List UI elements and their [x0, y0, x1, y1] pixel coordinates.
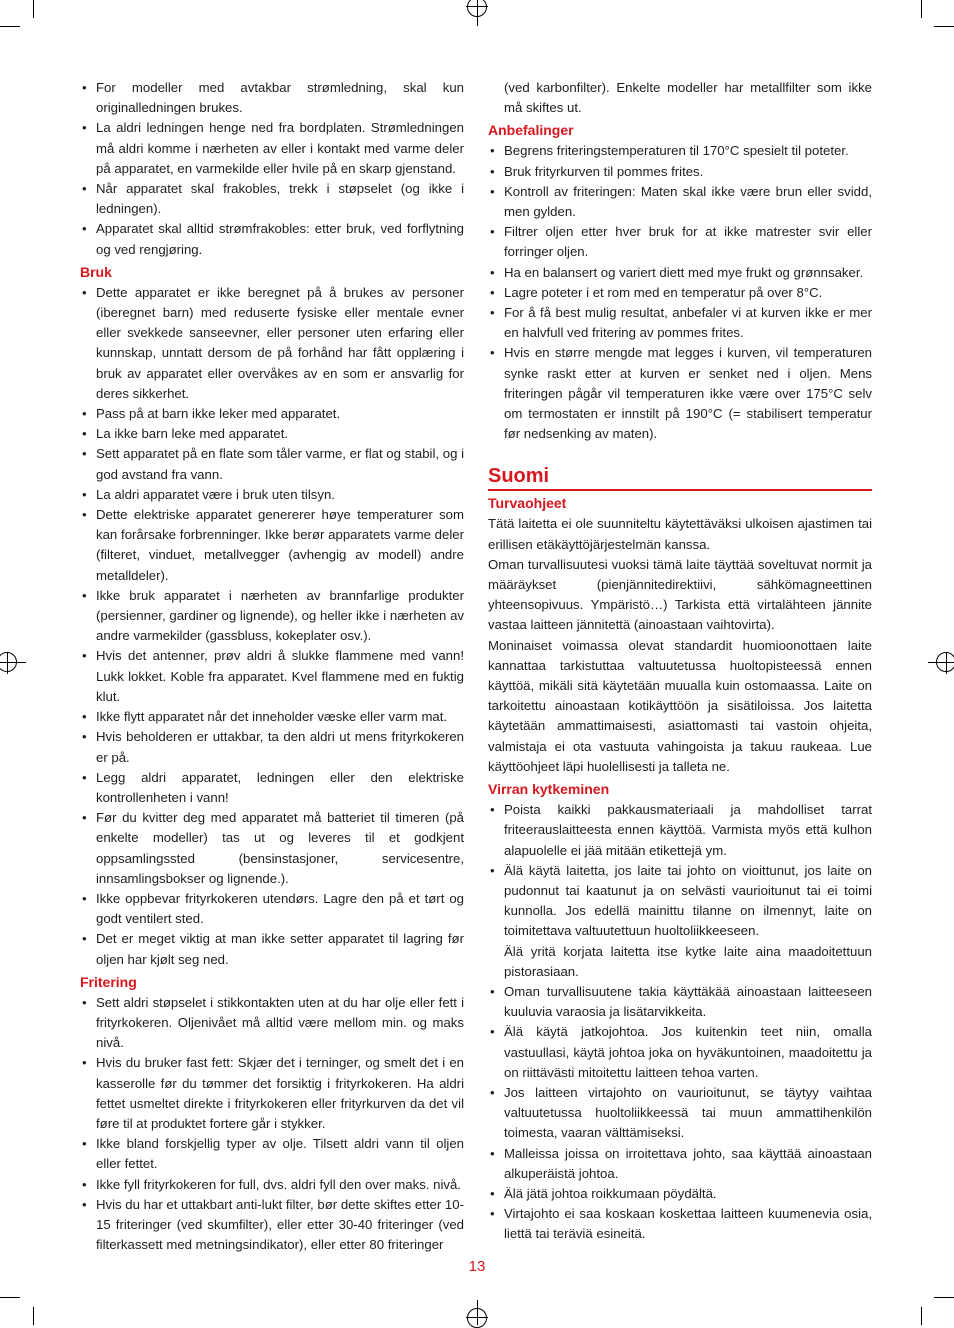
- list-item: • La ikke barn leke med apparatet.: [80, 424, 464, 444]
- list-item: • Bruk frityrkurven til pommes frites.: [488, 162, 872, 182]
- virran-list: [488, 800, 872, 941]
- left-column: [80, 78, 464, 1255]
- list-item: • Pass på at barn ikke leker med apparatet.: [80, 404, 464, 424]
- right-column: [488, 78, 872, 1245]
- list-item: • Älä käytä laitetta, jos laite tai johto on vioittunut, jos laite on pudonnut tai kaatunut ja on selvästi vaurioitunut tai ei toimi kunnolla. Jos edellä mainittu tilanne on ilmennyt, laite on toimitettava valtuutettuun huoltoliikkeeseen.: [488, 861, 872, 942]
- sub-note: Älä yritä korjata laitetta itse kytke laite aina maadoitettuun pistorasiaan.: [504, 943, 872, 979]
- list-item: • For modeller med avtakbar strømledning, skal kun originalledningen brukes.: [80, 78, 464, 118]
- virran-list-continued: [488, 982, 872, 1245]
- page-number: 13: [468, 1258, 486, 1275]
- list-item: • Før du kvitter deg med apparatet må batteriet til timeren (på enkelte modeller) tas ut og leveres til et godkjent oppsamlingssted (bensinstasjoner, servicesentre, innsamlingsbokser og lignende.).: [80, 808, 464, 889]
- list-item: • Ikke bruk apparatet i nærheten av brannfarlige produkter (persienner, gardiner og lignende), og heller ikke i nærheten av andre varmekilder (gassbluss, kokeplater osv.).: [80, 586, 464, 647]
- list-item: • Älä käytä jatkojohtoa. Jos kuitenkin teet niin, omalla vastuullasi, käytä johtoa joka on hyväkuntoinen, maadoitettu ja on riittävästi mitoitettu laitteen tehoa varten.: [488, 1022, 872, 1083]
- list-item: • For å få best mulig resultat, anbefaler vi at kurven ikke er mer en halvfull ved fritering av pommes frites.: [488, 303, 872, 343]
- list-item: • Hvis du har et uttakbart anti-lukt filter, bør dette skiftes etter 10-15 friteringer (ved skumfilter), eller etter 30-40 friteringer (ved filterkassett med metningsindikator), eller etter 80 friteringer: [80, 1195, 464, 1256]
- list-item: • Hvis du bruker fast fett: Skjær det i terninger, og smelt det i en kasserolle før du tømmer det forsiktig i frityrkokeren. Ha aldri fettet usmeltet direkte i frityrkokeren eller frityrkurven da det vil føre til at produktet fortere går i stykker.: [80, 1053, 464, 1134]
- list-item: • Lagre poteter i et rom med en temperatur på over 8°C.: [488, 283, 872, 303]
- list-item: • Virtajohto ei saa koskaan koskettaa laitteen kuumenevia osia, liettä tai teräviä esineitä.: [488, 1204, 872, 1244]
- continued-text: (ved karbonfilter). Enkelte modeller har metallfilter som ikke må skiftes ut.: [504, 80, 872, 116]
- list-item: • Hvis beholderen er uttakbar, ta den aldri ut mens frityrkokeren er på.: [80, 727, 464, 767]
- list-item: • Hvis en større mengde mat legges i kurven, vil temperaturen synke raskt etter at kurven er senket ned i oljen. Mens friteringen pågår vil temperaturen ikke være over 175°C selv om termostaten er innstilt på 190°C (= stabilisert temperatur før nedsenking av maten).: [488, 343, 872, 444]
- list-item: • Når apparatet skal frakobles, trekk i støpselet (og ikke i ledningen).: [80, 179, 464, 219]
- list-item: • Ikke fyll frityrkokeren for full, dvs. aldri fyll den over maks. nivå.: [80, 1175, 464, 1195]
- list-item: • Ha en balansert og variert diett med mye frukt og grønnsaker.: [488, 263, 872, 283]
- list-item: • Ikke bland forskjellig typer av olje. Tilsett aldri vann til oljen eller fettet.: [80, 1134, 464, 1174]
- list-item: • Jos laitteen virtajohto on vaurioitunut, se täytyy vaihtaa valtuutetussa huoltoliikkeessä tai muun ammattihenkilön toimesta, vaaran välttämiseksi.: [488, 1083, 872, 1144]
- fritering-list: [80, 993, 464, 1256]
- bruk-heading: Bruk: [80, 263, 112, 280]
- paragraph: Oman turvallisuutesi vuoksi tämä laite täyttää soveltuvat normit ja määräykset (pienjännitedirektiivi, sähkömagneettinen yhteensopivuus. Ympäristö…) Tarkista että virtalähteen jännite vastaa laitteen jännitettä (ainoastaan vaihtovirta).: [488, 556, 872, 633]
- paragraph: Moninaiset voimassa olevat standardit huomioonottaen laite kannattaa tarkistuttaa valtuutetussa huoltopisteessä ennen käyttöä, mikäli sitä käytetään muualla kuin ostomaassa. Laite on tarkoitettu ainoastaan kotikäyttöön ja sisätiloissa. Jos laitetta käytetään ammattimaisesti, asiattomasti tai vastoin ohjeita, valmistaja ei ota vastuuta vahingoista ja takuu raukeaa. Lue käyttöohjeet läpi huolellisesti ja talleta ne.: [488, 637, 872, 774]
- list-item: • Det er meget viktig at man ikke setter apparatet til lagring før oljen har kjølt seg ned.: [80, 929, 464, 969]
- list-item: • Poista kaikki pakkausmateriaali ja mahdolliset tarrat friteerauslaitteesta ennen käyttöä. Varmista myös että kulhon alapuolelle ei jää mitään etikettejä ym.: [488, 800, 872, 861]
- list-item: • Ikke flytt apparatet når det inneholder væske eller varm mat.: [80, 707, 464, 727]
- list-item: • La aldri ledningen henge ned fra bordplaten. Strømledningen må aldri komme i nærheten av eller i kontakt med varme deler på apparatet, en varmekilde eller hvile på en skarp gjenstand.: [80, 118, 464, 179]
- list-item: • Begrens friteringstemperaturen til 170°C spesielt til poteter.: [488, 141, 872, 161]
- intro-list: [80, 78, 464, 260]
- language-heading-suomi: Suomi: [488, 464, 872, 491]
- list-item: • Sett apparatet på en flate som tåler varme, er flat og stabil, og i god avstand fra vann.: [80, 444, 464, 484]
- list-item: • Legg aldri apparatet, ledningen eller den elektriske kontrollenheten i vann!: [80, 768, 464, 808]
- list-item: • Sett aldri støpselet i stikkontakten uten at du har olje eller fett i frityrkokeren. Oljenivået må alltid være mellom min. og maks nivå.: [80, 993, 464, 1054]
- list-item: • Dette apparatet er ikke beregnet på å brukes av personer (iberegnet barn) med reduserte fysiske eller mentale evner eller svekkede sanseevner, eller personer uten erfaring eller kunnskap, unntatt dersom de på forhånd har fått opplæring i bruk av apparatet eller overvåkes av en som er ansvarlig for deres sikkerhet.: [80, 283, 464, 404]
- paragraph: Tätä laitetta ei ole suunniteltu käytettäväksi ulkoisen ajastimen tai erillisen etäkäyttöjärjestelmän kanssa.: [488, 516, 872, 552]
- bruk-list: [80, 283, 464, 970]
- list-item: • Älä jätä johtoa roikkumaan pöydältä.: [488, 1184, 872, 1204]
- list-item: • Apparatet skal alltid strømfrakobles: etter bruk, ved forflytning og ved rengjøring.: [80, 219, 464, 259]
- list-item: • Kontroll av friteringen: Maten skal ikke være brun eller svidd, men gylden.: [488, 182, 872, 222]
- list-item: • Hvis det antenner, prøv aldri å slukke flammene med vann! Lukk lokket. Koble fra apparatet. Kvel flammene med en fuktig klut.: [80, 646, 464, 707]
- list-item: • Ikke oppbevar frityrkokeren utendørs. Lagre den på et tørt og godt ventilert sted.: [80, 889, 464, 929]
- list-item: • Malleissa joissa on irroitettava johto, saa käyttää ainoastaan alkuperäistä johtoa.: [488, 1144, 872, 1184]
- anbefalinger-heading: Anbefalinger: [488, 122, 574, 139]
- list-item: • Filtrer oljen etter hver bruk for at ikke matrester svir eller forringer oljen.: [488, 222, 872, 262]
- turvaohjeet-heading: Turvaohjeet: [488, 495, 567, 512]
- list-item: • Oman turvallisuutene takia käyttäkää ainoastaan laitteeseen kuuluvia varaosia ja lisätarvikkeita.: [488, 982, 872, 1022]
- list-item: • Dette elektriske apparatet genererer høye temperaturer som kan forårsake forbrenninger. Ikke berør apparatets varme deler (filteret, vinduet, metallvegger (avhengig av modell) andre metalldeler).: [80, 505, 464, 586]
- virran-kytkeminen-heading: Virran kytkeminen: [488, 781, 610, 798]
- list-item: • La aldri apparatet være i bruk uten tilsyn.: [80, 485, 464, 505]
- anbefalinger-list: [488, 141, 872, 444]
- fritering-heading: Fritering: [80, 973, 137, 990]
